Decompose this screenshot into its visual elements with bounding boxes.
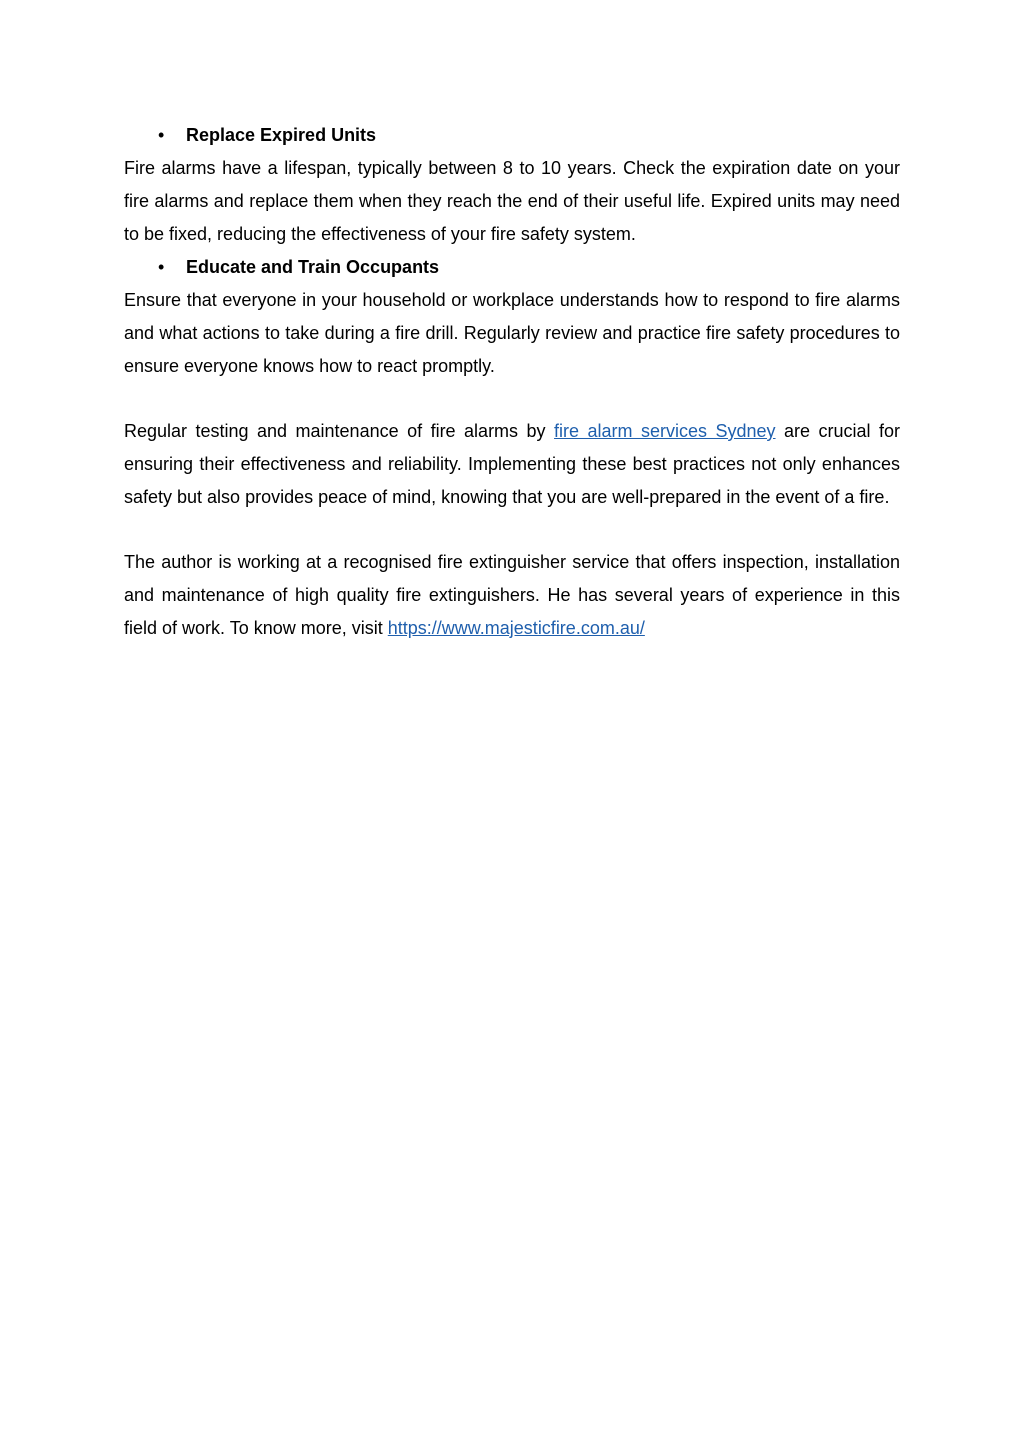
paragraph-author <box>124 546 900 645</box>
document-page <box>124 119 900 645</box>
paragraph-spacer <box>124 383 900 415</box>
paragraph-conclusion <box>124 415 900 514</box>
bullet-icon: • <box>158 257 165 277</box>
bullet-heading-text: Replace Expired Units <box>186 125 377 145</box>
paragraph-replace-expired-units: Fire alarms have a lifespan, typically between 8 to 10 years. Check the expiration date on your fire alarms and replace them when they reach the end of their useful life. Expired units may need to be fixed, reducing the effectiveness of your fire safety system. <box>124 158 900 244</box>
paragraph-spacer <box>124 514 900 546</box>
bullet-heading-replace-expired-units <box>124 119 900 152</box>
fire-alarm-services-link[interactable]: fire alarm services Sydney <box>554 421 776 441</box>
author-text: The author is working at a recognised fire extinguisher service that offers inspection, installation and maintenance of high quality fire extinguishers. He has several years of experience in this field of work. To know more, visit <box>124 552 900 638</box>
bullet-heading-educate-train <box>124 251 900 284</box>
bullet-icon: • <box>158 125 165 145</box>
bullet-heading-text: Educate and Train Occupants <box>186 257 440 277</box>
conclusion-text-after-link: are crucial for ensuring their effectiveness and reliability. Implementing these best practices not only enhances safety but also provides peace of mind, knowing that you are well-prepared in the event of a fire. <box>124 421 900 507</box>
paragraph-educate-train: Ensure that everyone in your household or workplace understands how to respond to fire alarms and what actions to take during a fire drill. Regularly review and practice fire safety procedures to ensure everyone knows how to react promptly. <box>124 290 900 376</box>
conclusion-text-before-link: Regular testing and maintenance of fire alarms by <box>124 421 555 441</box>
majesticfire-website-link[interactable]: https://www.majesticfire.com.au/ <box>387 618 645 638</box>
